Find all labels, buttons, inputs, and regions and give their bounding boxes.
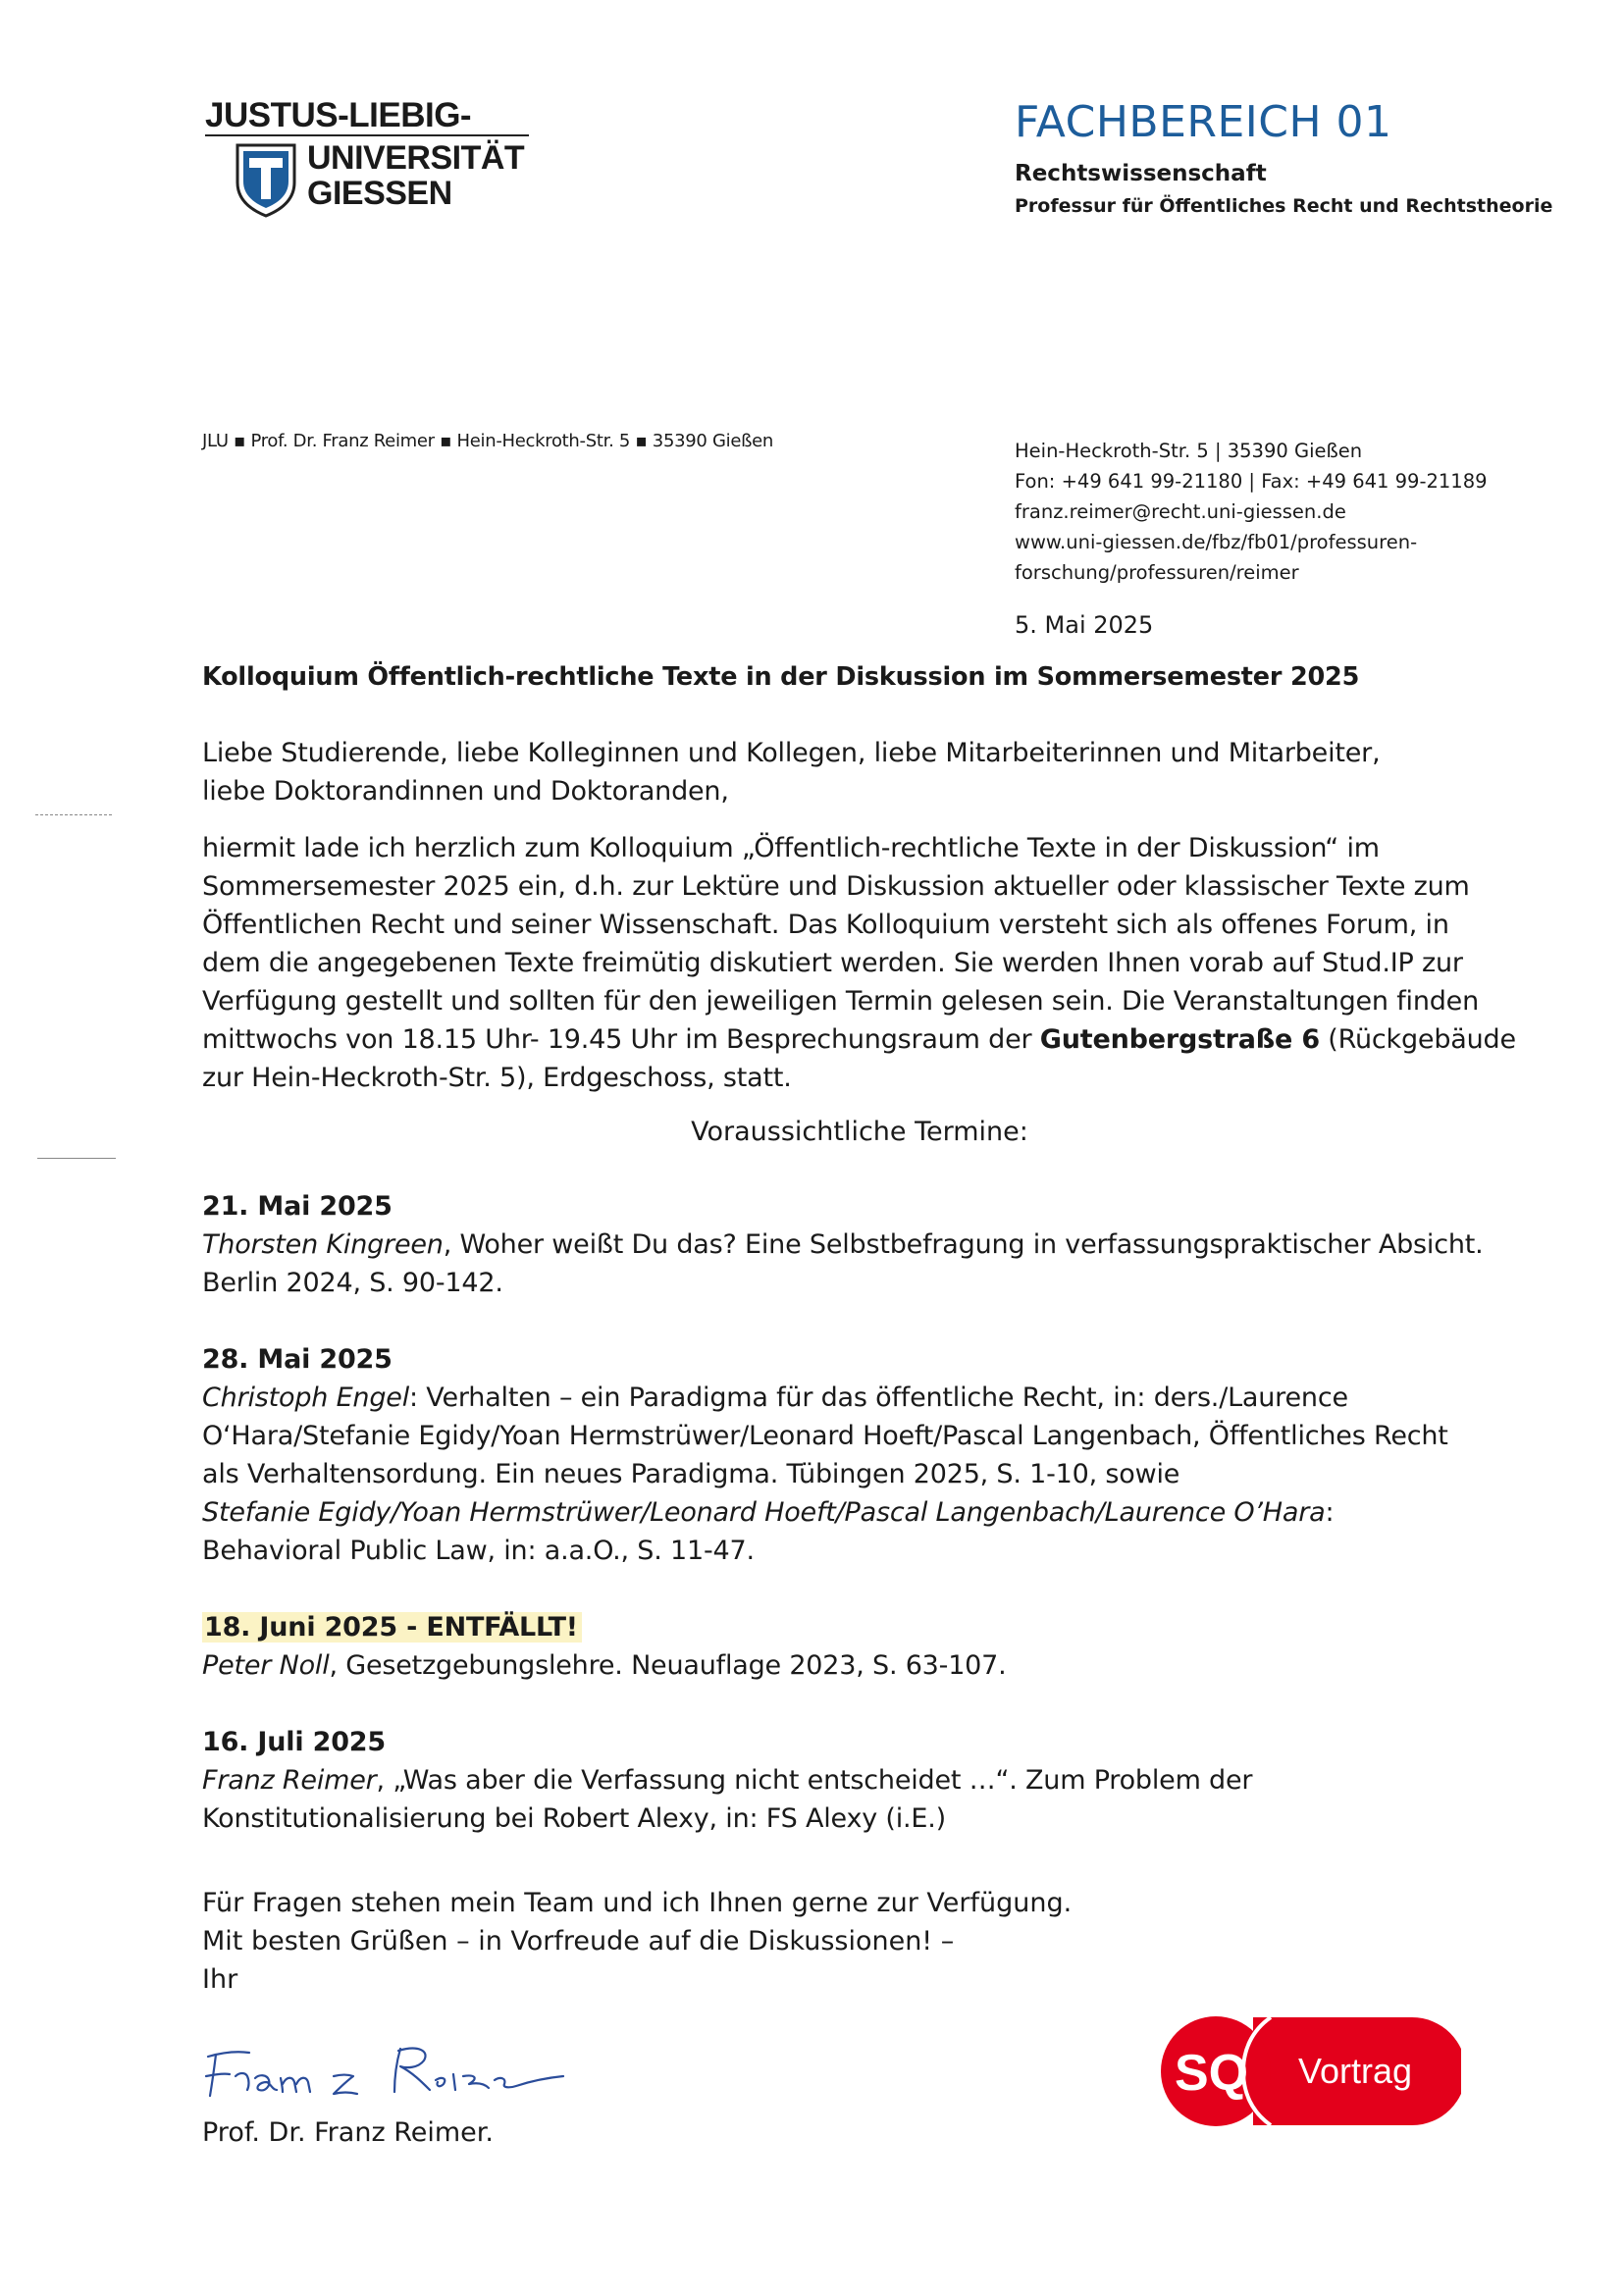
intro-paragraph [202, 829, 1516, 1097]
entry-date-line [202, 1608, 1007, 1646]
greeting [202, 734, 1380, 810]
entry-text: , Gesetzgebungslehre. Neuauflage 2023, S. 63-107. [329, 1650, 1007, 1681]
logo-line-3: GIESSEN [307, 175, 452, 212]
entry-text: , „Was aber die Verfassung nicht entscheidet …“. Zum Problem der [376, 1765, 1253, 1796]
contact-address: Hein-Heckroth-Str. 5 | 35390 Gießen [1015, 440, 1363, 462]
paragraph-line: Verfügung gestellt und sollten für den jeweiligen Termin gelesen sein. Die Veranstaltungen finden [202, 986, 1480, 1017]
signer-name: Prof. Dr. Franz Reimer. [202, 2117, 494, 2148]
entry-line [202, 1379, 1448, 1417]
schedule-heading: Voraussichtliche Termine: [691, 1117, 1028, 1147]
paragraph-line: Öffentlichen Recht und seiner Wissenschaft. Das Kolloquium versteht sich als offenes Forum, in [202, 910, 1449, 940]
contact-email: franz.reimer@recht.uni-giessen.de [1015, 500, 1346, 523]
entry-authors: Stefanie Egidy/Yoan Hermstrüwer/Leonard Hoeft/Pascal Langenbach/Laurence O’Hara [202, 1497, 1326, 1528]
greeting-line: liebe Doktorandinnen und Doktoranden, [202, 776, 729, 807]
entry-date: 16. Juli 2025 [202, 1727, 386, 1757]
schedule-entry [202, 1340, 1448, 1570]
logo-line-1: JUSTUS-LIEBIG- [205, 96, 472, 134]
paragraph-text: (Rückgebäude [1319, 1024, 1516, 1055]
contact-block [1015, 436, 1488, 588]
schedule-entry [202, 1187, 1484, 1302]
closing [202, 1884, 1072, 1999]
schedule-entry [202, 1723, 1252, 1838]
department-title: FACHBEREICH 01 [1015, 97, 1392, 147]
subject-line: Kolloquium Öffentlich-rechtliche Texte in der Diskussion im Sommersemester 2025 [202, 662, 1360, 692]
entry-line: als Verhaltensordung. Ein neues Paradigma. Tübingen 2025, S. 1-10, sowie [202, 1459, 1180, 1489]
entry-author: Peter Noll [202, 1650, 330, 1681]
entry-line [202, 1493, 1448, 1532]
entry-text: : [1325, 1497, 1335, 1528]
paragraph-line: hiermit lade ich herzlich zum Kolloquium „Öffentlich-rechtliche Texte in der Diskussion“ im [202, 833, 1380, 863]
contact-phone: Fon: +49 641 99-21180 | Fax: +49 641 99-21189 [1015, 470, 1488, 493]
entry-line [202, 1761, 1252, 1799]
entry-line: Berlin 2024, S. 90-142. [202, 1268, 503, 1298]
entry-author: Franz Reimer [202, 1765, 377, 1796]
entry-line [202, 1646, 1007, 1685]
entry-line: Behavioral Public Law, in: a.a.O., S. 11-47. [202, 1536, 755, 1566]
entry-date: 28. Mai 2025 [202, 1344, 393, 1375]
closing-line: Mit besten Grüßen – in Vorfreude auf die Diskussionen! – [202, 1926, 955, 1956]
sender-line: JLU ▪ Prof. Dr. Franz Reimer ▪ Hein-Heckroth-Str. 5 ▪ 35390 Gießen [202, 431, 774, 451]
paragraph-line [202, 1020, 1516, 1059]
closing-line: Ihr [202, 1964, 238, 1995]
paragraph-line: dem die angegebenen Texte freimütig diskutiert werden. Sie werden Ihnen vorab auf Stud.IP zur [202, 948, 1463, 978]
faculty-name: Rechtswissenschaft [1015, 161, 1267, 186]
entry-author: Christoph Engel [202, 1382, 409, 1413]
entry-text: , Woher weißt Du das? Eine Selbstbefragung in verfassungspraktischer Absicht. [443, 1229, 1484, 1260]
letter-date: 5. Mai 2025 [1015, 611, 1154, 639]
logo-rule [205, 134, 529, 136]
venue-name: Gutenbergstraße 6 [1039, 1024, 1320, 1055]
contact-web-2: forschung/professuren/reimer [1015, 561, 1299, 584]
logo-line-2: UNIVERSITÄT [307, 139, 525, 177]
paragraph-line: Sommersemester 2025 ein, d.h. zur Lektüre und Diskussion aktueller oder klassischer Texte zum [202, 871, 1470, 902]
fold-mark [35, 814, 112, 815]
badge-sq-label: SQ [1175, 2045, 1249, 2102]
contact-web-1: www.uni-giessen.de/fbz/fb01/professuren- [1015, 531, 1418, 553]
greeting-line: Liebe Studierende, liebe Kolleginnen und Kollegen, liebe Mitarbeiterinnen und Mitarbeiter, [202, 738, 1381, 768]
entry-line: O‘Hara/Stefanie Egidy/Yoan Hermstrüwer/Leonard Hoeft/Pascal Langenbach, Öffentliches Recht [202, 1421, 1448, 1451]
chair-name: Professur für Öffentliches Recht und Rechtstheorie [1015, 195, 1553, 217]
entry-line: Konstitutionalisierung bei Robert Alexy, in: FS Alexy (i.E.) [202, 1803, 947, 1834]
badge-vortrag-label: Vortrag [1298, 2051, 1413, 2091]
paragraph-text: mittwochs von 18.15 Uhr- 19.45 Uhr im Besprechungsraum der [202, 1024, 1040, 1055]
paragraph-line: zur Hein-Heckroth-Str. 5), Erdgeschoss, statt. [202, 1063, 792, 1093]
entry-date: 21. Mai 2025 [202, 1191, 393, 1222]
cancelled-date: 18. Juni 2025 - ENTFÄLLT! [202, 1612, 582, 1643]
entry-line [202, 1226, 1484, 1264]
entry-author: Thorsten Kingreen [202, 1229, 444, 1260]
punch-mark [37, 1158, 116, 1159]
closing-line: Für Fragen stehen mein Team und ich Ihnen gerne zur Verfügung. [202, 1888, 1073, 1918]
entry-text: : Verhalten – ein Paradigma für das öffentliche Recht, in: ders./Laurence [409, 1382, 1348, 1413]
schedule-entry [202, 1608, 1007, 1685]
handwritten-signature [194, 2037, 577, 2106]
university-shield-icon [236, 143, 296, 218]
